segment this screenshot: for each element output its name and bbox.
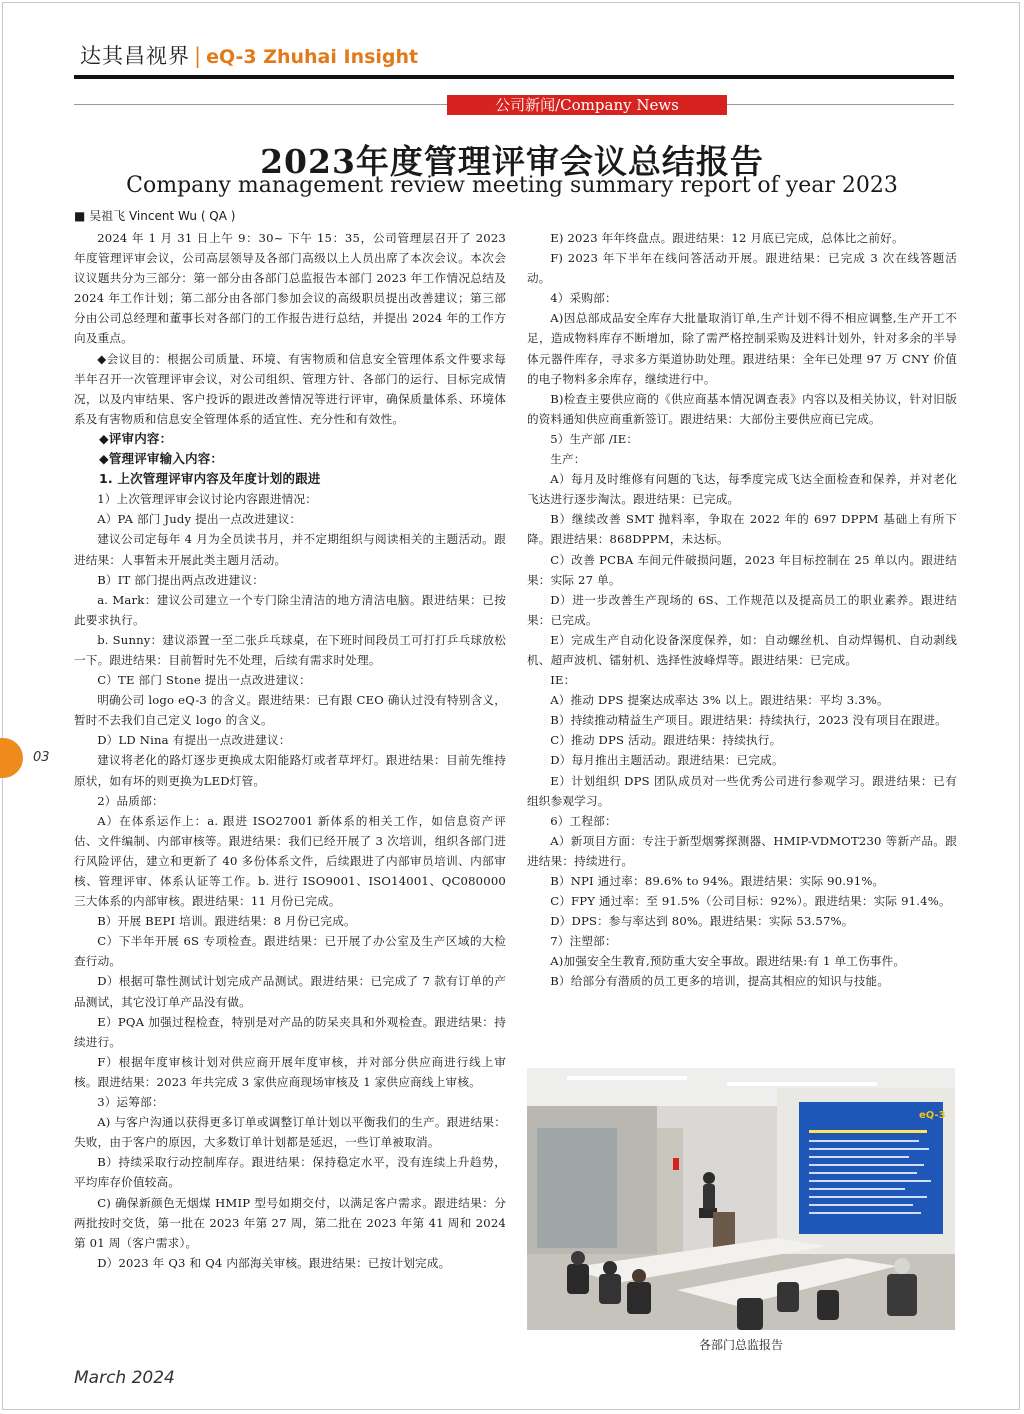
paragraph: D）根据可靠性测试计划完成产品测试。跟进结果：已完成了 7 款有订单的产品测试，其它没订单产品没有做。 — [74, 974, 506, 1009]
paragraph: C）推动 DPS 活动。跟进结果：持续执行。 — [550, 733, 782, 748]
header-separator: | — [194, 44, 203, 68]
paragraph: C）TE 部门 Stone 提出一点改进建议： — [97, 673, 311, 688]
issue-date: March 2024 — [74, 1368, 175, 1388]
paragraph: 3）运筹部： — [97, 1095, 164, 1110]
paragraph: A) 与客户沟通以获得更多订单或调整订单计划以平衡我们的生产。跟进结果：失败，由于客户的原因，大多数订单计划都是延迟，一些订单被取消。 — [74, 1115, 506, 1150]
paragraph: E）PQA 加强过程检查，特别是对产品的防呆夹具和外观检查。跟进结果：持续进行。 — [74, 1014, 506, 1049]
paragraph: B）IT 部门提出两点改进建议： — [97, 572, 265, 587]
paragraph: B）开展 BEPI 培训。跟进结果：8 月份已完成。 — [97, 914, 356, 929]
paragraph: 7）注塑部： — [550, 934, 617, 949]
article-subtitle: Company management review meeting summary report of year 2023 — [126, 173, 898, 198]
paragraph: a. Mark：建议公司建立一个专门除尘清洁的地方清洁电脑。跟进结果：已按此要求执行。 — [74, 592, 506, 627]
paragraph: D）2023 年 Q3 和 Q4 内部海关审核。跟进结果：已按计划完成。 — [97, 1255, 451, 1270]
paragraph: 明确公司 logo eQ-3 的含义。跟进结果：已有跟 CEO 确认过没有特别含义，暂时不去我们自己定义 logo 的含义。 — [74, 693, 506, 728]
paragraph: A)加强安全生教育,预防重大安全事故。跟进结果:有 1 单工伤事件。 — [550, 954, 906, 969]
paragraph: B）继续改善 SMT 抛料率，争取在 2022 年的 697 DPPM 基础上有所下降。跟进结果：868DPPM，未达标。 — [527, 512, 957, 547]
paragraph: C）改善 PCBA 车间元件破损问题，2023 年目标控制在 25 单以内。跟进结果：实际 27 单。 — [527, 552, 957, 587]
paragraph: B）持续推动精益生产项目。跟进结果：持续执行，2023 没有项目在跟进。 — [550, 713, 947, 728]
meeting-room-illustration — [527, 1068, 955, 1330]
page-number: 03 — [33, 750, 50, 765]
paragraph: 建议公司定每年 4 月为全员读书月，并不定期组织与阅读相关的主题活动。跟进结果：人事暂未开展此类主题月活动。 — [74, 532, 506, 567]
paragraph: 6）工程部： — [550, 813, 617, 828]
paragraph: 生产： — [550, 452, 586, 467]
paragraph: 2）品质部： — [97, 793, 164, 808]
magazine-header — [80, 40, 418, 70]
paragraph: A）新项目方面：专注于新型烟雾探测器、HMIP-VDMOT230 等新产品。跟进结果：持续进行。 — [527, 833, 957, 868]
paragraph: b. Sunny：建议添置一至二张乒乓球桌，在下班时间段员工可打打乒乓球放松一下。跟进结果：目前暂时先不处理，后续有需求时处理。 — [74, 632, 506, 667]
paragraph: A)因总部成品安全库存大批量取消订单,生产计划不得不相应调整,生产开工不足，造成物料库存不断增加，除了需严格控制采购及进料计划外，针对多余的半导体元器件库存，寻求多方渠道协助处理。跟进结果：全年已处理 97 万 CNY 价值的电子物料多余库存，继续进行中。 — [527, 311, 957, 386]
paragraph: 4）采购部： — [550, 291, 617, 306]
paragraph: C）FPY 通过率：至 91.5%（公司目标：92%）。跟进结果：实际 91.4%。 — [550, 894, 951, 909]
right-column — [527, 228, 957, 992]
paragraph: B）给部分有潜质的员工更多的培训，提高其相应的知识与技能。 — [550, 974, 890, 989]
paragraph: IE： — [550, 673, 576, 688]
paragraph: A）每月及时维修有问题的飞达，每季度完成飞达全面检查和保养，并对老化飞达进行逐步淘汰。跟进结果：已完成。 — [527, 472, 957, 507]
paragraph: D）进一步改善生产现场的 6S、工作规范以及提高员工的职业素养。跟进结果：已完成。 — [527, 592, 957, 627]
article-title: 2023年度管理评审会议总结报告 — [260, 142, 764, 181]
heading: ◆评审内容： — [99, 430, 173, 446]
paragraph: B）NPI 通过率：89.6% to 94%。跟进结果：实际 90.91%。 — [550, 874, 885, 888]
paragraph: 1）上次管理评审会议讨论内容跟进情况： — [97, 492, 318, 507]
header-title-en: eQ-3 Zhuhai Insight — [206, 46, 419, 68]
paragraph: C）下半年开展 6S 专项检查。跟进结果：已开展了办公室及生产区域的大检查行动。 — [74, 934, 506, 969]
screen-logo: eQ-3 — [919, 1110, 946, 1121]
meeting-photo — [527, 1068, 955, 1330]
paragraph: 2024 年 1 月 31 日上午 9：30~ 下午 15：35，公司管理层召开了 2023 年度管理评审会议，公司高层领导及各部门高级以上人员出席了本次会议。本次会议议题共分为三部分：第一部分由各部门总监报告本部门 2023 年工作情况总结及 2024 年工作计划；第二部分由各部门参加会议的高级职员提出改善建议；第三部分由公司总经理和董事长对各部门的工作报告进行总结，并提出 2024 年的工作方向及重点。 — [74, 231, 506, 346]
paragraph: E) 2023 年年终盘点。跟进结果：12 月底已完成，总体比之前好。 — [550, 231, 904, 245]
header-rule — [74, 75, 954, 79]
paragraph: A）PA 部门 Judy 提出一点改进建议： — [97, 512, 302, 527]
heading: ◆管理评审输入内容： — [99, 451, 224, 467]
photo-caption: 各部门总监报告 — [698, 1338, 783, 1352]
paragraph: E）计划组织 DPS 团队成员对一些优秀公司进行参观学习。跟进结果：已有组织参观学习。 — [527, 773, 957, 808]
paragraph: F) 2023 年下半年在线问答活动开展。跟进结果：已完成 3 次在线答题活动。 — [527, 251, 957, 286]
left-column — [74, 228, 506, 1273]
section-band — [74, 95, 954, 115]
paragraph: D）DPS：参与率达到 80%。跟进结果：实际 53.57%。 — [550, 914, 854, 929]
section-label: 公司新闻/Company News — [447, 95, 727, 115]
article-author: ■ 吴祖飞 Vincent Wu ( QA ) — [74, 209, 236, 223]
paragraph: D）每月推出主题活动。跟进结果：已完成。 — [550, 753, 784, 768]
paragraph: D）LD Nina 有提出一点改进建议： — [97, 733, 291, 748]
heading: 1. 上次管理评审内容及年度计划的跟进 — [99, 471, 321, 487]
paragraph: ◆会议目的：根据公司质量、环境、有害物质和信息安全管理体系文件要求每半年召开一次管理评审会议，对公司组织、管理方针、各部门的运行、目标完成情况，以及内审结果、客户投诉的跟进改善情况等进行评审，确保质量体系、环境体系及有害物质和信息安全管理体系的适宜性、充分性和有效性。 — [74, 351, 506, 426]
projector-screen — [799, 1102, 943, 1234]
header-title-cn: 达其昌视界 — [80, 44, 190, 68]
paragraph: B）持续采取行动控制库存。跟进结果：保持稳定水平，没有连续上升趋势，平均库存价值较高。 — [74, 1155, 506, 1190]
paragraph: E）完成生产自动化设备深度保养，如：自动螺丝机、自动焊锡机、自动剥线机、超声波机、镭射机、选择性波峰焊等。跟进结果：已完成。 — [527, 632, 957, 667]
paragraph: C) 确保新颜色无烟煤 HMIP 型号如期交付，以满足客户需求。跟进结果：分两批按时交货，第一批在 2023 年第 27 周，第二批在 2023 年第 41 周和 2024 第 01 周（客户需求）。 — [74, 1195, 506, 1250]
paragraph: A）推动 DPS 提案达成率达 3% 以上。跟进结果：平均 3.3%。 — [550, 693, 889, 708]
paragraph: 建议将老化的路灯逐步更换成太阳能路灯或者草坪灯。跟进结果：目前先维持原状，如有坏的则更换为LED灯管。 — [74, 753, 506, 788]
paragraph: F）根据年度审核计划对供应商开展年度审核，并对部分供应商进行线上审核。跟进结果：2023 年共完成 3 家供应商现场审核及 1 家供应商线上审核。 — [74, 1054, 506, 1089]
paragraph: A）在体系运作上：a. 跟进 ISO27001 新体系的相关工作，如信息资产评估、文件编制、内部审核等。跟进结果：我们已经开展了 3 次培训，组织各部门进行风险评估，建立和更新了 40 多份体系文件，后续跟进了内部审员培训、内部审核、管理评审、体系认证等工作。b. 进行 ISO9001、ISO14001、QC080000 三大体系的内部审核。跟进结果：11 月份已完成。 — [74, 813, 506, 909]
paragraph: B)检查主要供应商的《供应商基本情况调查表》内容以及相关协议，针对旧版的资料通知供应商重新签订。跟进结果：大部份主要供应商已完成。 — [527, 391, 957, 426]
paragraph: 5）生产部 /IE： — [550, 431, 639, 446]
